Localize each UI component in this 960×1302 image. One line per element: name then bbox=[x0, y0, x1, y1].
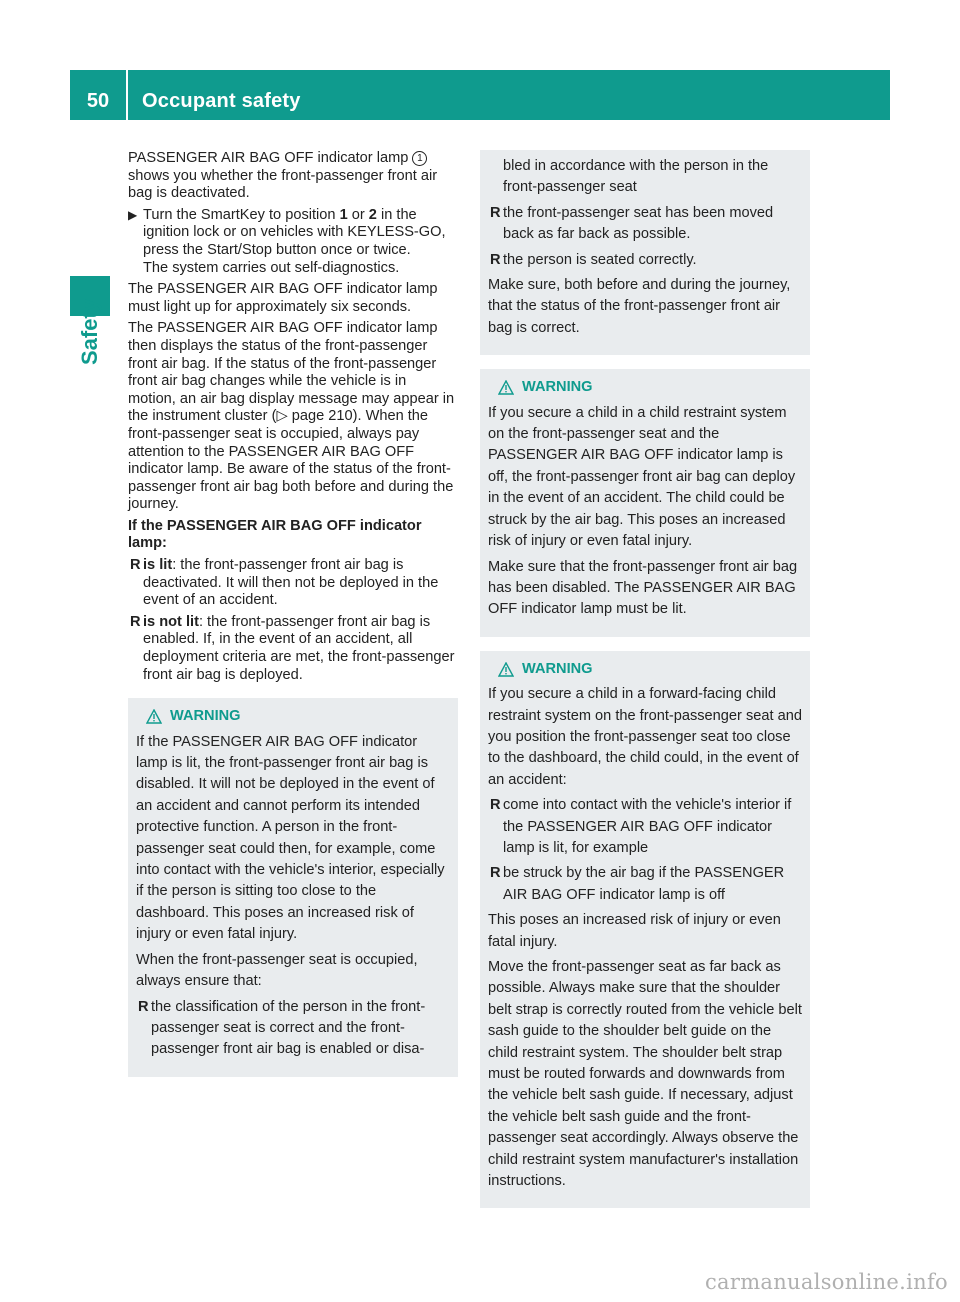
warning-triangle-icon bbox=[498, 662, 514, 677]
page-header bbox=[70, 70, 890, 120]
warning-text: This poses an increased risk of injury or even fatal injury. bbox=[488, 912, 781, 950]
warning-text: When the front-passenger seat is occupied, always ensure that: bbox=[136, 951, 418, 990]
section-title: Occupant safety bbox=[142, 90, 301, 112]
list-item: R the classification of the person in the front-passenger seat is correct and the front-passenger front air bag is enabled or disa- bbox=[138, 998, 426, 1058]
list-item: R is lit: the front-passenger front air bag is deactivated. It will then not be deployed in the event of an accident. bbox=[130, 557, 439, 609]
warning-box-continued bbox=[480, 150, 810, 355]
warning-heading: WARNING bbox=[488, 659, 802, 680]
instruction-step: ▶ Turn the SmartKey to position 1 or 2 in the ignition lock or on vehicles with KEYLESS-GO, press the Start/Stop button once or twice. The system carries out self-diagnostics. bbox=[128, 206, 446, 276]
header-divider bbox=[126, 70, 128, 120]
warning-box bbox=[128, 698, 458, 1077]
bullet-icon: R bbox=[138, 998, 149, 1015]
watermark: carmanualsonline.info bbox=[704, 1270, 948, 1294]
page-reference-link[interactable]: ▷ page 210 bbox=[276, 408, 353, 425]
warning-box bbox=[480, 369, 810, 636]
indicator-number-1: 1 bbox=[412, 151, 427, 166]
warning-text: If you secure a child in a child restraint system on the front-passenger seat and the PASSENGER AIR BAG OFF indicator lamp is off, the front-passenger front air bag can deploy in the event of an accident. The child could be struck by the air bag. This poses an increased risk of injury or even fatal injury. bbox=[488, 404, 796, 550]
right-column bbox=[480, 150, 810, 1208]
warning-text: Make sure that the front-passenger front air bag has been disabled. The PASSENGER AIR BAG OFF indicator lamp must be lit. bbox=[488, 558, 798, 618]
list-item: R come into contact with the vehicle's interior if the PASSENGER AIR BAG OFF indicator lamp is lit, for example bbox=[490, 797, 792, 856]
warning-heading: WARNING bbox=[488, 377, 802, 398]
bullet-icon: R bbox=[490, 865, 501, 882]
side-tab-label: Safety bbox=[77, 299, 102, 366]
warning-text: Make sure, both before and during the journey, that the status of the front-passenger front air bag is correct. bbox=[488, 277, 791, 336]
step-result: The system carries out self-diagnostics. bbox=[143, 259, 400, 276]
warning-text: If you secure a child in a forward-facing child restraint system on the front-passenger seat and you position the front-passenger seat too close to the dashboard, the child could, in the event of an accident: bbox=[488, 686, 802, 788]
warning-box bbox=[480, 651, 810, 1209]
bullet-icon: R bbox=[490, 797, 501, 814]
list-item: R the person is seated correctly. bbox=[488, 250, 802, 271]
bullet-icon: R bbox=[490, 251, 501, 268]
list-item: R is not lit: the front-passenger front air bag is enabled. If, in the event of an accident, all deployment criteria are met, the front-passenger front air bag is deployed. bbox=[130, 613, 455, 683]
list-item: R be struck by the air bag if the PASSENGER AIR BAG OFF indicator lamp is off bbox=[490, 865, 785, 903]
warning-text: If the PASSENGER AIR BAG OFF indicator lamp is lit, the front-passenger front air bag is disabled. It will not be deployed in the event of an accident and cannot perform its intended protective function. A person in the front-passenger seat could then, for example, come into contact with the vehicle's interior, especially if the person is sitting too close to the dashboard. This poses an increased risk of injury or even fatal injury. bbox=[136, 733, 445, 943]
lamp-heading: If the PASSENGER AIR BAG OFF indicator lamp: bbox=[128, 517, 422, 552]
step-arrow-icon: ▶ bbox=[128, 207, 138, 222]
warning-heading: WARNING bbox=[136, 706, 450, 727]
warning-text: Move the front-passenger seat as far back as possible. Always make sure that the shoulder belt strap is correctly routed from the vehicle belt sash guide to the shoulder belt guide on the child restraint system. The shoulder belt strap must be routed forwards and downwards from the vehicle belt sash guide. If necessary, adjust the vehicle belt sash guide and the front-passenger seat accordingly. Always observe the child restraint system manufacturer's installation instructions. bbox=[488, 959, 802, 1190]
paragraph-lamp-six-seconds: The PASSENGER AIR BAG OFF indicator lamp must light up for approximately six seconds. bbox=[128, 281, 438, 315]
list-item: bled in accordance with the person in the front-passenger seat bbox=[503, 158, 769, 196]
list-item: R the front-passenger seat has been moved back as far back as possible. bbox=[490, 204, 774, 243]
warning-triangle-icon bbox=[146, 709, 162, 724]
paragraph-lamp-status: The PASSENGER AIR BAG OFF indicator lamp then displays the status of the front-passenger front air bag. If the status of the front-passenger front air bag changes while the vehicle is in motion, an air bag display message may appear in the instrument cluster (▷ page 210). When the front-passenger seat is occupied, always pay attention to the PASSENGER AIR BAG OFF indicator lamp. Be aware of the status of the front-passenger front air bag both before and during the journey. bbox=[128, 320, 455, 513]
intro-paragraph: PASSENGER AIR BAG OFF indicator lamp 1 shows you whether the front-passenger front air bag is deactivated. bbox=[128, 150, 438, 202]
warning-triangle-icon bbox=[498, 380, 514, 395]
page-number: 50 bbox=[86, 90, 110, 112]
bullet-icon: R bbox=[490, 204, 501, 221]
bullet-icon: R bbox=[130, 557, 141, 574]
bullet-icon: R bbox=[130, 613, 141, 630]
left-column bbox=[128, 150, 458, 1077]
